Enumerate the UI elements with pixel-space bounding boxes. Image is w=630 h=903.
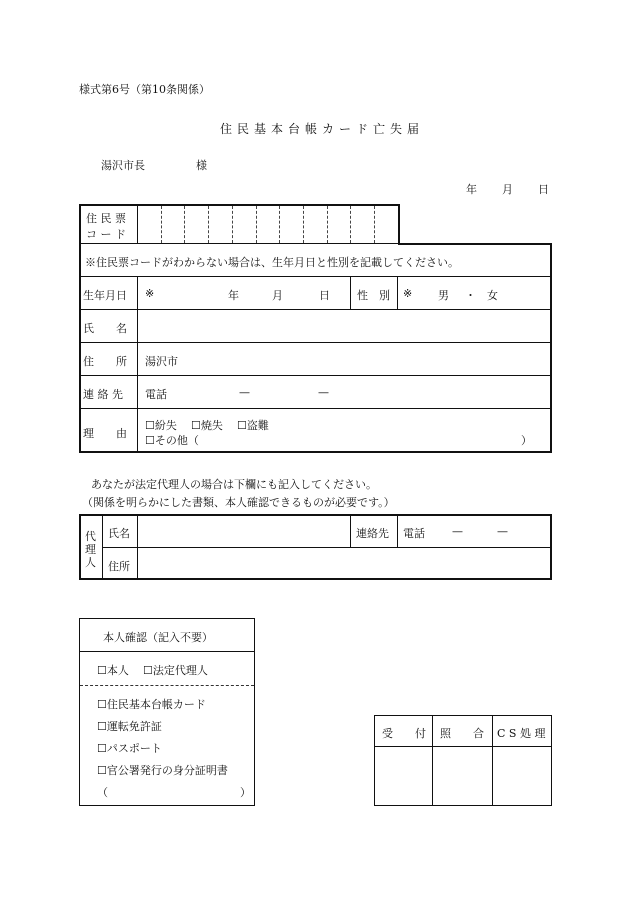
form-title: 住民基本台帳カード亡失届 (220, 122, 425, 136)
agent-phone-label: 電話 (403, 527, 425, 540)
office-received-cell[interactable] (376, 748, 431, 804)
id-check-title: 本人確認（記入不要） (103, 631, 213, 644)
id-check-paren-close: ） (240, 786, 251, 799)
id-check-legal-agent[interactable]: ☐法定代理人 (143, 664, 208, 677)
agent-note-1: あなたが法定代理人の場合は下欄にも記入してください。 (91, 478, 377, 491)
agent-label-3: 人 (85, 556, 96, 569)
office-received-header: 受 付 (382, 727, 426, 740)
id-check-official-id[interactable]: ☐官公署発行の身分証明書 (97, 764, 228, 777)
resident-code-input[interactable] (140, 206, 396, 242)
resident-code-label-1: 住 民 票 (86, 212, 126, 225)
reason-label: 理 由 (83, 427, 127, 440)
agent-dash-1: — (452, 525, 463, 538)
reason-lost-checkbox[interactable]: ☐紛失 (145, 419, 177, 432)
agent-dash-2: — (497, 525, 508, 538)
agent-name-input[interactable] (140, 517, 348, 546)
office-cs-cell[interactable] (494, 748, 550, 804)
id-check-self[interactable]: ☐本人 (97, 664, 129, 677)
birth-label: 生年月日 (83, 289, 127, 302)
name-input[interactable] (140, 311, 548, 341)
address-label: 住 所 (83, 355, 127, 368)
addressee-mayor: 湯沢市長 (101, 159, 145, 172)
sex-label: 性 別 (357, 289, 390, 302)
sex-dot: ・ (465, 289, 476, 302)
contact-label: 連 絡 先 (83, 388, 123, 401)
sex-male[interactable]: 男 (438, 289, 449, 302)
date-day[interactable]: 日 (538, 183, 549, 196)
agent-address-label: 住所 (108, 560, 130, 573)
agent-name-label: 氏名 (108, 527, 130, 540)
id-check-passport[interactable]: ☐パスポート (97, 742, 162, 755)
date-month[interactable]: 月 (502, 183, 513, 196)
agent-contact-label: 連絡先 (356, 527, 389, 540)
reason-other-checkbox[interactable]: ☐その他（ (145, 434, 199, 447)
sex-mark: ※ (403, 287, 413, 300)
code-unknown-note: ※住民票コードがわからない場合は、生年月日と性別を記載してください。 (85, 256, 459, 269)
agent-note-2: （関係を明らかにした書類、本人確認できるものが必要です。） (82, 496, 395, 509)
agent-label-2: 理 (85, 543, 96, 556)
birth-day[interactable]: 日 (319, 289, 330, 302)
reason-fire-checkbox[interactable]: ☐焼失 (191, 419, 223, 432)
reason-other-close: ） (521, 434, 532, 447)
office-verify-header: 照 合 (440, 727, 484, 740)
id-check-license[interactable]: ☐運転免許証 (97, 720, 162, 733)
id-check-card[interactable]: ☐住民基本台帳カード (97, 698, 206, 711)
birth-year[interactable]: 年 (228, 289, 239, 302)
form-number: 様式第6号（第10条関係） (79, 83, 210, 96)
agent-label-1: 代 (85, 530, 96, 543)
office-cs-header: C S 処 理 (497, 727, 546, 740)
address-city[interactable]: 湯沢市 (145, 355, 178, 368)
birth-mark: ※ (145, 287, 155, 300)
id-check-paren-open: （ (97, 786, 108, 799)
resident-code-label-2: コ ー ド (86, 228, 126, 241)
agent-address-input[interactable] (140, 549, 548, 577)
contact-dash-1: — (239, 386, 250, 399)
reason-theft-checkbox[interactable]: ☐盗難 (237, 419, 269, 432)
contact-phone-label: 電話 (145, 388, 167, 401)
date-year[interactable]: 年 (466, 183, 477, 196)
id-check-title-divider (80, 651, 254, 652)
name-label: 氏 名 (83, 322, 127, 335)
birth-month[interactable]: 月 (272, 289, 283, 302)
office-verify-cell[interactable] (434, 748, 491, 804)
sex-female[interactable]: 女 (487, 289, 498, 302)
addressee-honorific: 様 (196, 159, 207, 172)
contact-dash-2: — (318, 386, 329, 399)
id-check-dashed-divider (80, 685, 254, 686)
